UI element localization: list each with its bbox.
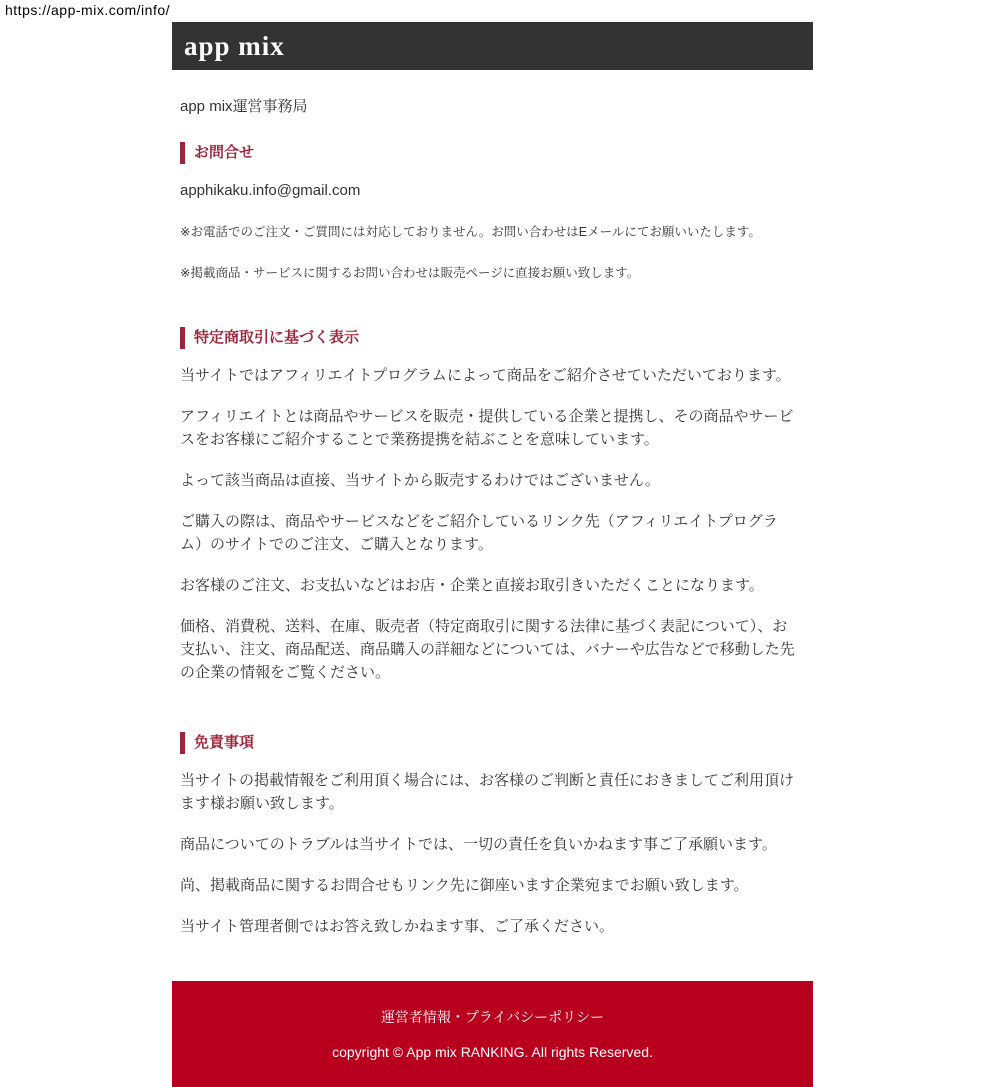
- paragraph: 当サイトではアフィリエイトプログラムによって商品をご紹介させていただいております。: [180, 367, 791, 384]
- section-title-disclaimer: 免責事項: [180, 732, 813, 754]
- footer-copyright: copyright © App mix RANKING. All rights Reserved.: [332, 1044, 653, 1060]
- contact-email: apphikaku.info@gmail.com: [180, 182, 361, 199]
- paragraph: ご購入の際は、商品やサービスなどをご紹介しているリンク先（アフィリエイトプログラム）のサイトでのご注文、ご購入となります。: [180, 513, 778, 553]
- contact-note: ※お電話でのご注文・ご質問には対応しておりません。お問い合わせはEメールにてお願いいたします。: [180, 225, 761, 239]
- site-header: [172, 22, 813, 70]
- footer-privacy-link[interactable]: 運営者情報・プライバシーポリシー: [380, 1009, 605, 1025]
- section-title-contact: お問合せ: [180, 142, 813, 164]
- paragraph: 価格、消費税、送料、在庫、販売者（特定商取引に関する法律に基づく表記について）、お支払い、注文、商品配送、商品購入の詳細などについては、バナーや広告などで移動した先の企業の情報をご覧ください。: [180, 618, 795, 681]
- paragraph: 商品についてのトラブルは当サイトでは、一切の責任を負いかねます事ご了承願います。: [180, 836, 777, 853]
- paragraph: アフィリエイトとは商品やサービスを販売・提供している企業と提携し、その商品やサービスをお客様にご紹介することで業務提携を結ぶことを意味しています。: [180, 408, 794, 448]
- organization-name: app mix運営事務局: [180, 98, 308, 115]
- paragraph: お客様のご注文、お支払いなどはお店・企業と直接お取引きいただくことになります。: [180, 577, 764, 594]
- paragraph: 当サイトの掲載情報をご利用頂く場合には、お客様のご判断と責任におきましてご利用頂けます様お願い致します。: [180, 772, 794, 812]
- section-title-tokutei: 特定商取引に基づく表示: [180, 327, 813, 349]
- page-url: https://app-mix.com/info/: [5, 2, 171, 18]
- paragraph: 尚、掲載商品に関するお問合せもリンク先に御座います企業宛までお願い致します。: [180, 877, 749, 894]
- page-footer: [172, 981, 813, 1087]
- contact-note: ※掲載商品・サービスに関するお問い合わせは販売ページに直接お願い致します。: [180, 266, 640, 280]
- paragraph: よって該当商品は直接、当サイトから販売するわけではございません。: [180, 472, 660, 489]
- page-container: [172, 22, 813, 1087]
- paragraph: 当サイト管理者側ではお答え致しかねます事、ご了承ください。: [180, 918, 614, 935]
- site-title: app mix: [184, 30, 285, 61]
